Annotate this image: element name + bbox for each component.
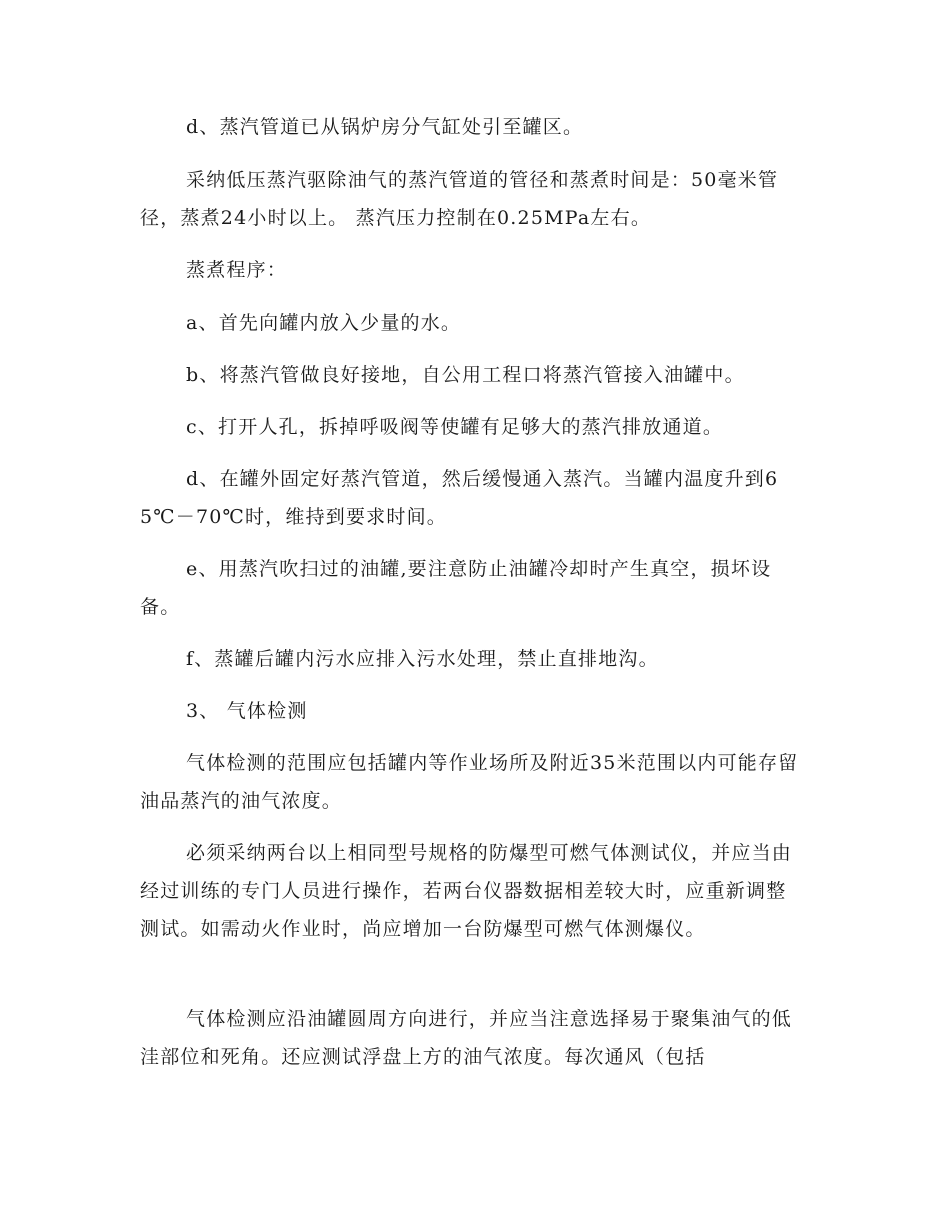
paragraph-step-e: e、用蒸汽吹扫过的油罐,要注意防止油罐冷却时产生真空，损坏设备。 <box>140 558 772 618</box>
paragraph-steaming-procedure-heading: 蒸煮程序： <box>186 259 288 281</box>
paragraph-step-f: f、蒸罐后罐内污水应排入污水处理，禁止直排地沟。 <box>186 648 659 670</box>
paragraph-steam-pipe-routed: d、蒸汽管道已从锅炉房分气缸处引至罐区。 <box>186 116 584 138</box>
paragraph-steam-pipe-diameter: 采纳低压蒸汽驱除油气的蒸汽管道的管径和蒸煮时间是：50毫米管径，蒸煮24小时以上。 蒸汽压力控制在0.25MPa左右。 <box>140 169 779 229</box>
paragraph-gas-detection-instruments: 必须采纳两台以上相同型号规格的防爆型可燃气体测试仪，并应当由经过训练的专门人员进行操作，若两台仪器数据相差较大时，应重新调整测试。如需动火作业时，尚应增加一台防爆型可燃气体测爆仪。 <box>140 842 793 940</box>
paragraph-step-b: b、将蒸汽管做良好接地，自公用工程口将蒸汽管接入油罐中。 <box>186 364 745 386</box>
paragraph-gas-detection-scope: 气体检测的范围应包括罐内等作业场所及附近35米范围以内可能存留油品蒸汽的油气浓度。 <box>140 752 799 812</box>
paragraph-step-a: a、首先向罐内放入少量的水。 <box>186 312 462 334</box>
paragraph-step-d: d、在罐外固定好蒸汽管道，然后缓慢通入蒸汽。当罐内温度升到65℃－70℃时，维持到要求时间。 <box>140 468 779 528</box>
paragraph-step-c: c、打开人孔，拆掉呼吸阀等使罐有足够大的蒸汽排放通道。 <box>186 416 724 438</box>
paragraph-gas-detection-method: 气体检测应沿油罐圆周方向进行，并应当注意选择易于聚集油气的低洼部位和死角。还应测试浮盘上方的油气浓度。每次通风（包括 <box>140 1008 793 1068</box>
section-heading-gas-detection: 3、 气体检测 <box>186 700 308 722</box>
